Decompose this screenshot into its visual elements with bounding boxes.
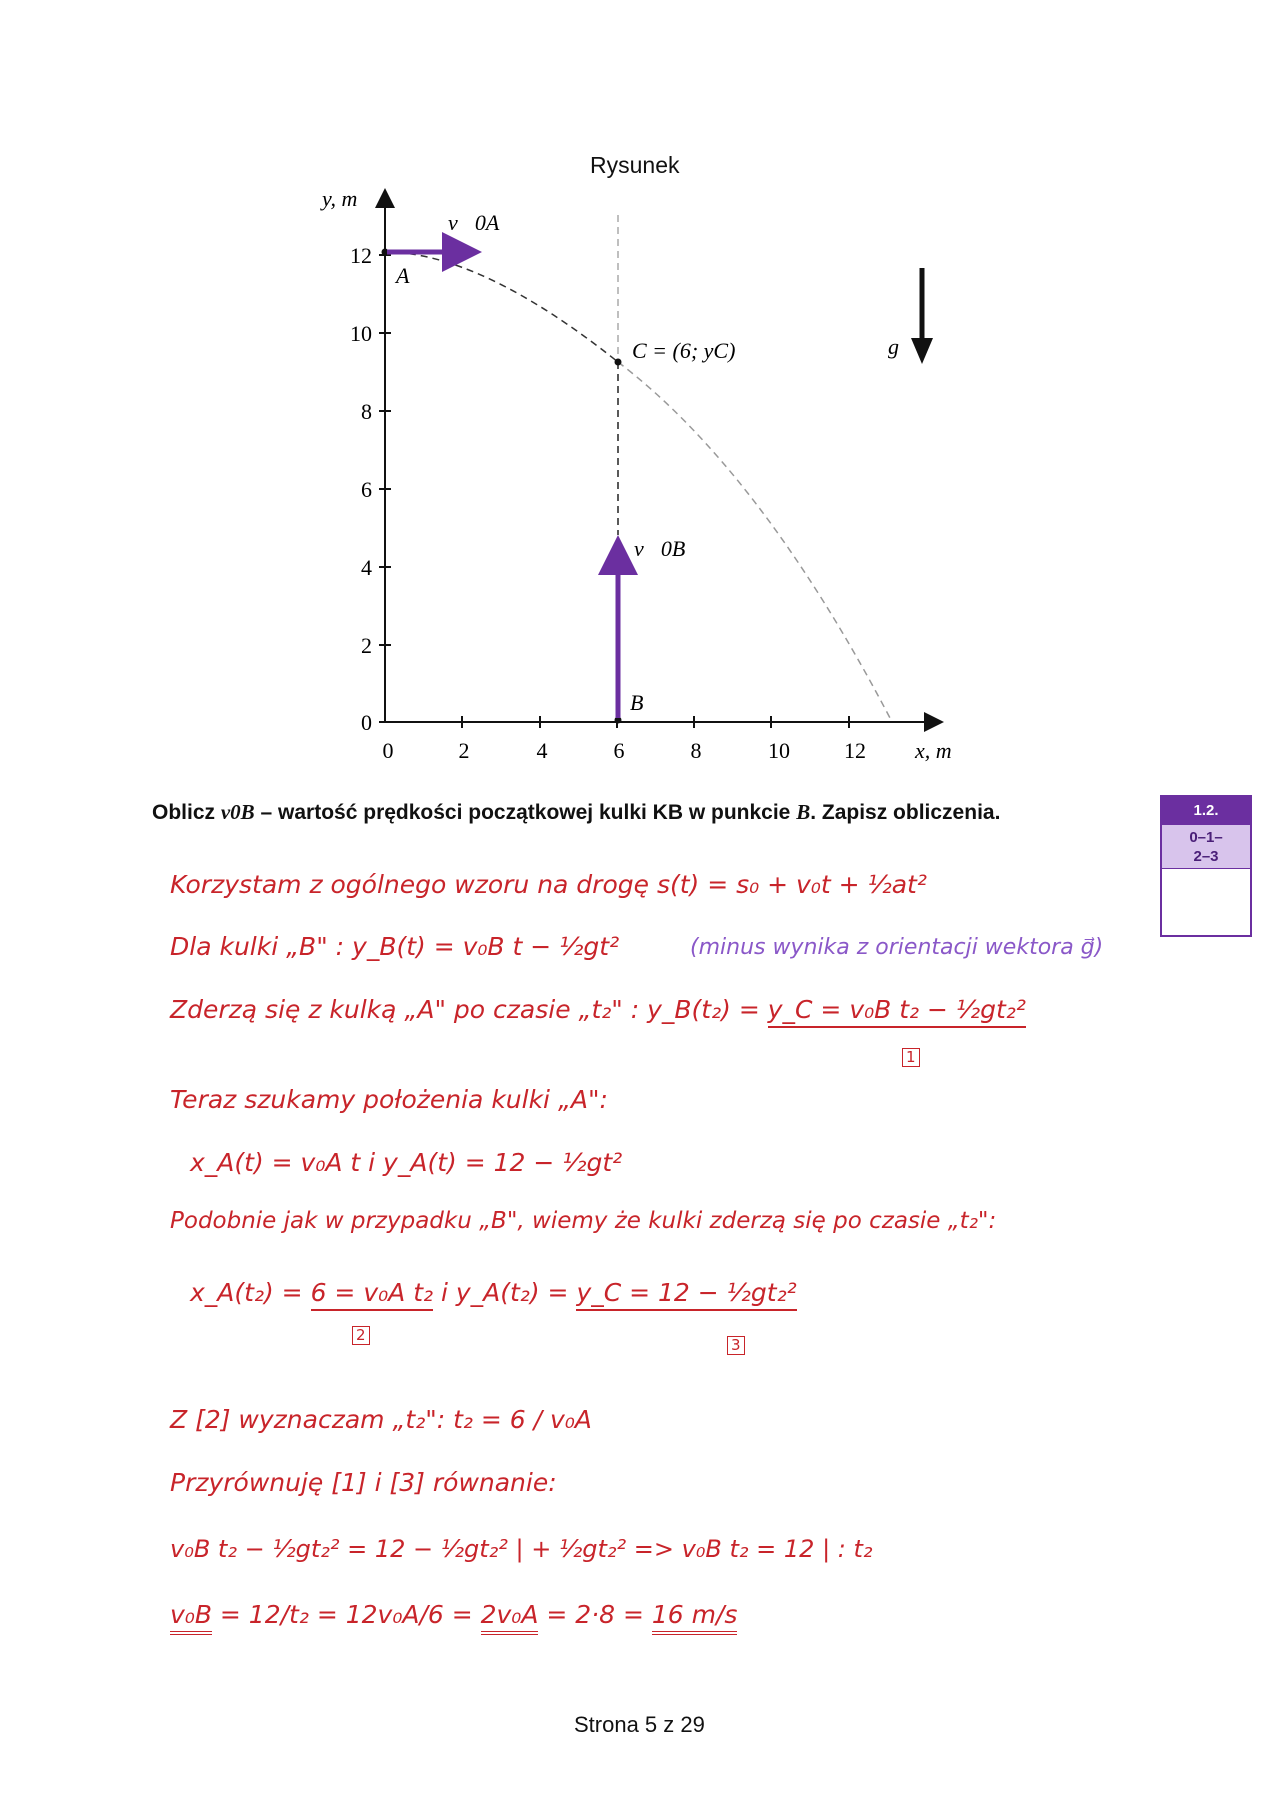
x-tick-6: 6: [613, 738, 625, 763]
trajectory-figure: [0, 0, 1280, 780]
x-tick-2: 2: [458, 738, 470, 763]
tag-3: 3: [727, 1336, 745, 1355]
y-tick-10: 10: [350, 321, 372, 346]
page-footer: Strona 5 z 29: [574, 1712, 705, 1737]
x-tick-0: 0: [382, 738, 394, 763]
x-tick-labels: [383, 738, 867, 763]
solution-line-8: Z [2] wyznaczam „t₂": t₂ = 6 / v₀A: [170, 1405, 592, 1434]
point-C: [615, 359, 622, 366]
solution-line-4: Teraz szukamy położenia kulki „A":: [170, 1085, 608, 1114]
x-tick-4: 4: [536, 738, 548, 763]
trajectory-A: [385, 252, 618, 362]
solution-line-3: Zderzą się z kulką „A" po czasie „t₂" : y_B(t₂) = y_C = v₀B t₂ − ½gt₂²: [170, 995, 1026, 1024]
y-tick-0: 0: [361, 710, 372, 735]
x-axis-label: x, m: [915, 738, 952, 763]
task-number: 1.2.: [1162, 797, 1250, 825]
tag-1: 1: [902, 1048, 920, 1067]
solution-line-10: v₀B t₂ − ½gt₂² = 12 − ½gt₂² | + ½gt₂² => v₀B t₂ = 12 | : t₂: [170, 1535, 873, 1563]
solution-note: (minus wynika z orientacji wektora g⃗): [690, 935, 1104, 960]
solution-line-5: x_A(t) = v₀A t i y_A(t) = 12 − ½gt²: [190, 1148, 623, 1177]
y-tick-4: 4: [361, 555, 372, 580]
score-box: [1160, 795, 1252, 937]
equation-2: 6 = v₀A t₂: [311, 1278, 433, 1311]
x-tick-12: 12: [844, 738, 866, 763]
solution-line-6: Podobnie jak w przypadku „B", wiemy że kulki zderzą się po czasie „t₂":: [170, 1208, 997, 1234]
solution-line-11: v₀B = 12/t₂ = 12v₀A/6 = 2v₀A = 2·8 = 16 m/s: [170, 1600, 737, 1629]
y-tick-labels: [350, 243, 372, 735]
x-tick-8: 8: [690, 738, 702, 763]
equation-3: y_C = 12 − ½gt₂²: [576, 1278, 796, 1311]
solution-line-7: x_A(t₂) = 6 = v₀A t₂ i y_A(t₂) = y_C = 12 − ½gt₂²: [190, 1278, 797, 1307]
y-tick-12: 12: [350, 243, 372, 268]
y-axis-label: y, m: [322, 186, 358, 211]
tag-2: 2: [352, 1326, 370, 1345]
label-v0B: v⃗0B: [634, 536, 686, 561]
label-v0A: v⃗0A: [448, 210, 500, 235]
label-C: C = (6; yC): [632, 338, 736, 363]
label-A: A: [396, 263, 410, 288]
y-tick-6: 6: [361, 477, 372, 502]
equation-1: y_C = v₀B t₂ − ½gt₂²: [768, 995, 1026, 1028]
figure-title: Rysunek: [590, 152, 680, 178]
solution-line-2: Dla kulki „B" : y_B(t) = v₀B t − ½gt²: [170, 932, 620, 961]
y-tick-8: 8: [361, 399, 372, 424]
score-scale: 0–1– 2–3: [1162, 825, 1250, 869]
final-answer: 16 m/s: [652, 1600, 738, 1635]
label-g: g⃗: [888, 334, 917, 359]
solution-line-9: Przyrównuję [1] i [3] równanie:: [170, 1468, 557, 1497]
task-statement: Oblicz v0B – wartość prędkości początkowej kulki KB w punkcie B. Zapisz obliczenia.: [152, 800, 1001, 824]
y-tick-2: 2: [361, 633, 372, 658]
label-B: B: [630, 690, 644, 715]
x-tick-10: 10: [768, 738, 790, 763]
solution-line-1: Korzystam z ogólnego wzoru na drogę s(t) = s₀ + v₀t + ½at²: [170, 870, 927, 899]
